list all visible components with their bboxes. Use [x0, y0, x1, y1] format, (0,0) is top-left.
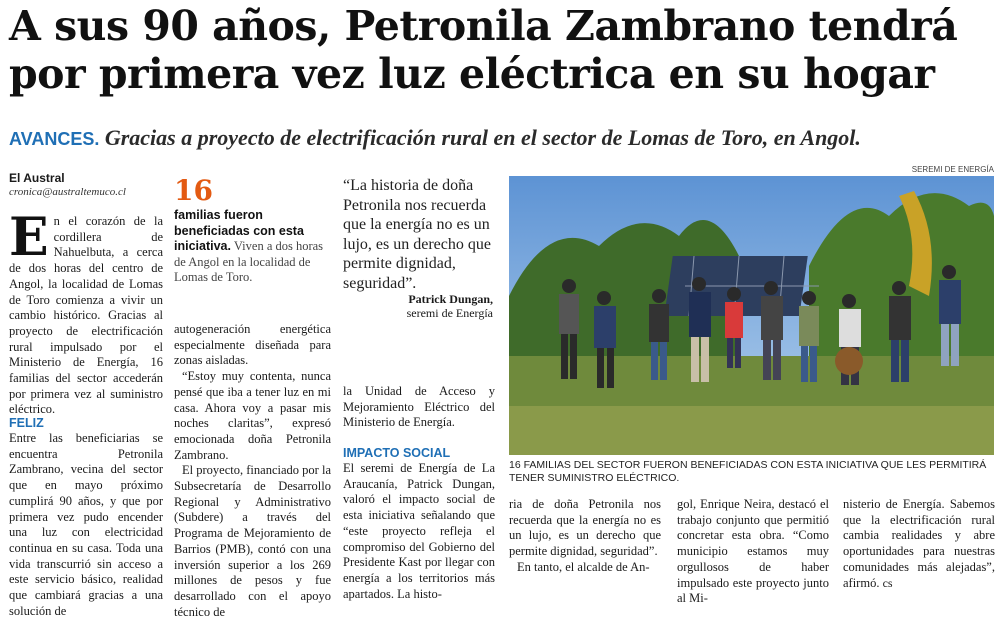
photo-credit: SEREMI DE ENERGÍA — [911, 165, 994, 174]
quote-name: Patrick Dungan, — [408, 292, 493, 306]
intro-paragraph: n el corazón de la cordillera de Nahuelbuta, a cerca de dos horas del centro de Angol, la localidad de Lomas de Toro comienza a vivir un cambio histórico. Gracias al proyecto de electrificación rural impulsado por el Ministerio de Energía, 16 familias del sector accederán por primera vez al suministro eléctrico. — [9, 214, 163, 417]
photo-caption: 16 FAMILIAS DEL SECTOR FUERON BENEFICIADAS CON ESTA INICIATIVA QUE LES PERMITIRÁ TENER SUMINISTRO ELÉCTRICO. — [509, 459, 987, 484]
group-photo — [509, 176, 994, 455]
column-4 — [509, 497, 661, 576]
column-3-impacto: El seremi de Energía de La Araucanía, Patrick Dungan, valoró el impacto social de esta iniciativa señalando que “este proyecto refleja el compromiso del Gobierno del Presidente Kast por llegar con energía a los territorios más apartados. La histo- — [343, 461, 495, 601]
deck — [9, 125, 994, 152]
column-6 — [843, 497, 995, 591]
fact-lead: familias fueron beneficiadas con esta iniciativa. — [174, 208, 304, 253]
paragraph: la Unidad de Acceso y Mejoramiento Eléctrico del Ministerio de Energía. — [343, 384, 495, 430]
author-email[interactable]: cronica@australtemuco.cl — [9, 186, 126, 198]
paragraph: El proyecto, financiado por la Subsecretaría de Desarrollo Regional y Administrativo (Subdere) a través del Programa de Mejoramiento de Barrios (PMB), contó con una inversión superior a los 269 millones de pesos y fue desarrollado con el apoyo técnico de — [174, 463, 331, 619]
photo-illustration — [509, 176, 994, 455]
drop-cap: E — [9, 207, 49, 268]
paragraph: En tanto, el alcalde de An- — [517, 559, 650, 574]
paragraph: ria de doña Petronila nos recuerda que la energía no es un lujo, es un derecho que permite dignidad, seguridad”. — [509, 497, 661, 559]
subhead-feliz: FELIZ — [9, 416, 44, 430]
paragraph: “Estoy muy contenta, nunca pensé que iba a tener luz en mi casa. Ahora voy a pasar mis noches claritas”, expresó emocionada doña Petronila Zambrano. — [174, 369, 331, 462]
paragraph: autogeneración energética especialmente diseñada para zonas aisladas. — [174, 322, 331, 368]
column-3 — [343, 384, 495, 431]
fact-box — [174, 208, 334, 286]
column-5: gol, Enrique Neira, destacó el trabajo conjunto que permitió concretar esta obra. “Como municipio estamos muy orgullosos de haber impulsado este proyecto junto al Mi- — [677, 497, 829, 606]
headline-line-1: A sus 90 años, Petronila Zambrano tendrá — [9, 2, 958, 50]
quote-role: seremi de Energía — [406, 306, 493, 320]
byline: El Austral — [9, 171, 65, 185]
subhead-impacto: IMPACTO SOCIAL — [343, 446, 451, 460]
column-2 — [174, 322, 331, 620]
fact-text: Viven a dos horas de Angol en la localidad de Lomas de Toro. — [174, 239, 324, 284]
column-1 — [9, 207, 163, 418]
fact-number: 16 — [174, 174, 213, 207]
end-mark: cs — [882, 575, 893, 590]
headline — [9, 2, 994, 98]
column-1-feliz: Entre las beneficiarias se encuentra Petronila Zambrano, vecina del sector que en mayo próximo cumplirá 90 años, y que por primera vez pudo encender una luz con electricidad continua en su casa. Toda una vida transcurrió sin acceso a este servicio básico, realidad que cambiará gracias a una solución de — [9, 431, 163, 618]
pull-quote: “La historia de doña Petronila nos recuerda que la energía no es un lujo, es un derecho que permite dignidad, seguridad”. — [343, 177, 491, 292]
kicker: AVANCES. — [9, 129, 100, 149]
deck-text: Gracias a proyecto de electrificación rural en el sector de Lomas de Toro, en Angol. — [104, 125, 861, 150]
quote-attribution — [343, 292, 493, 320]
headline-line-2: por primera vez luz eléctrica en su hogar — [9, 50, 935, 98]
paragraph: nisterio de Energía. Sabemos que la electrificación rural cambia realidades y abre oportunidades para nuestras comunidades más alejadas”, afirmó. — [843, 497, 995, 590]
